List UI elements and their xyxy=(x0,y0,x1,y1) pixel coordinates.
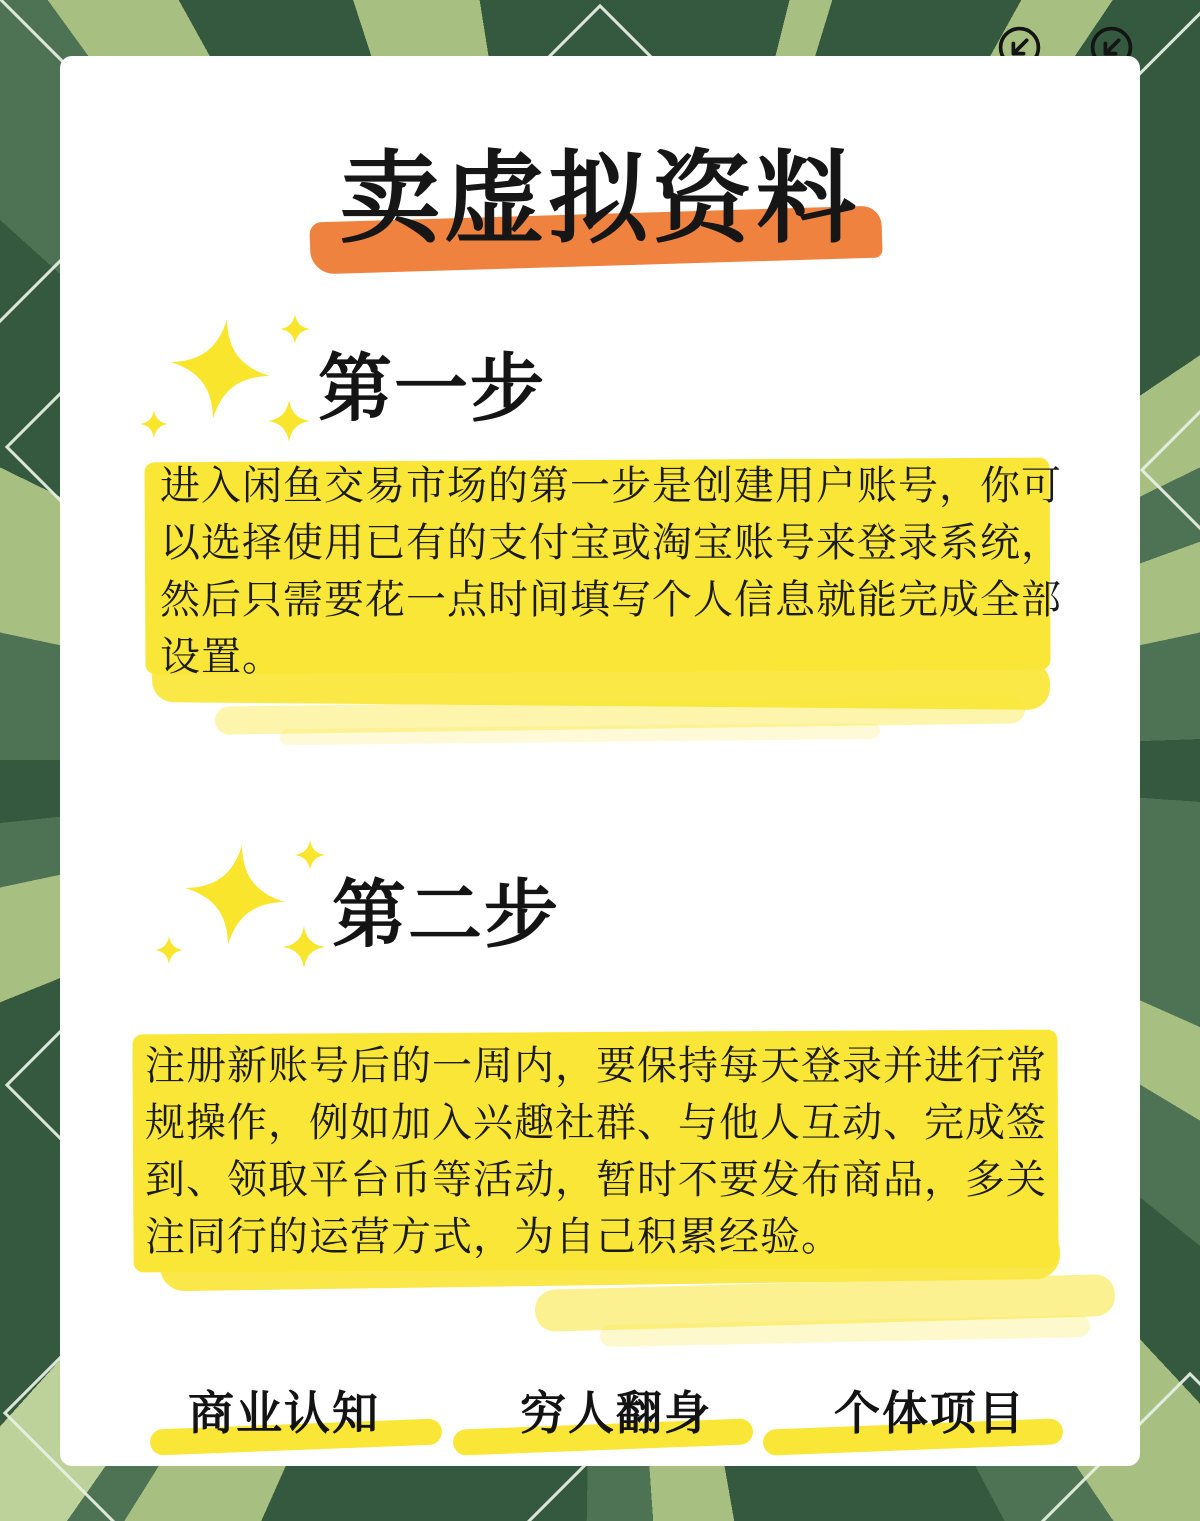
step-2-paragraph xyxy=(145,1038,1057,1266)
tag-business-cognition: 商业认知 xyxy=(188,1387,380,1439)
content-card xyxy=(60,56,1140,1466)
step-1-text: 进入闲鱼交易市场的第一步是创建用户账号，你可以选择使用已有的支付宝或淘宝账号来登录系统，然后只需要花一点时间填写个人信息就能完成全部设置。 xyxy=(160,464,1062,679)
sparkle-icon xyxy=(155,840,355,990)
step-2-heading: 第二步 xyxy=(332,873,560,956)
tag-individual-project: 个体项目 xyxy=(834,1387,1026,1439)
tag-poor-turnaround: 穷人翻身 xyxy=(520,1387,712,1439)
step-1-heading: 第一步 xyxy=(318,347,546,430)
sparkle-icon xyxy=(140,314,340,464)
diagonal-line xyxy=(1131,0,1200,83)
poster-title: 卖虚拟资料 xyxy=(340,143,860,255)
diamond-outline xyxy=(1140,152,1200,788)
step-2-text: 注册新账号后的一周内，要保持每天登录并进行常规操作，例如加入兴趣社群、与他人互动、完成签到、领取平台币等活动，暂时不要发布商品，多关注同行的运营方式，为自己积累经验。 xyxy=(145,1044,1047,1259)
step-1-paragraph xyxy=(160,458,1072,686)
